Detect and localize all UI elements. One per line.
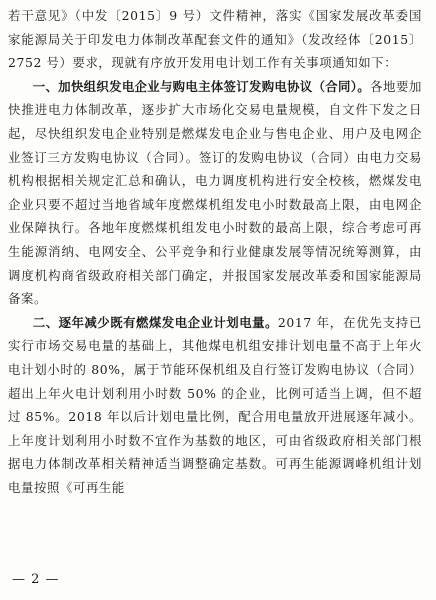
section-2-text: 2017 年，在优先支持已实行市场交易电量的基础上，其他煤电机组安排计划电量不高于上年火电计划小时的 80%，属于节能环保机组及自行签订发购电协议（合同）超出上年火电计划利用小时数 50% 的企业，比例可适当上调，但不超过 85%。2018 年以后计划电量比例，配合用电量放开进展逐年减小。上年度计划利用小时数不宜作为基数的地区，可由省级政府相关部门根据电力体制改革相关精神适当调整确定基数。可再生能源调峰机组计划电量按照《可再生能 [8, 314, 422, 495]
section-2-paragraph [8, 311, 422, 500]
section-2-heading: 二、逐年减少既有燃煤发电企业计划电量。 [32, 314, 278, 330]
document-body [8, 4, 422, 499]
section-1-paragraph [8, 75, 422, 311]
section-1-heading: 一、加快组织发电企业与购电主体签订发购电协议（合同）。 [32, 78, 370, 94]
section-1-text: 各地要加快推进电力体制改革，逐步扩大市场化交易电量规模，自文件下发之日起，尽快组织发电企业特别是燃煤发电企业与售电企业、用户及电网企业签订三方发购电协议（合同）。签订的发购电协议（合同）由电力交易机构根据相关规定汇总和确认，电力调度机构进行安全校核，燃煤发电企业只要不超过当地省域年度燃煤机组发电小时数最高上限，由电网企业保障执行。各地年度燃煤机组发电小时数的最高上限，综合考虑可再生能源消纳、电网安全、公平竞争和行业健康发展等情况统筹测算，由调度机构商省级政府相关部门确定，并报国家发展改革委和国家能源局备案。 [8, 78, 422, 307]
page-number: — 2 — [12, 572, 60, 587]
opening-paragraph: 若干意见》（中发〔2015〕9 号）文件精神，落实《国家发展改革委国家能源局关于印发电力体制改革配套文件的通知》（发改经体〔2015〕2752 号）要求，现就有序放开发用电计划工作有关事项通知如下： [8, 8, 422, 71]
